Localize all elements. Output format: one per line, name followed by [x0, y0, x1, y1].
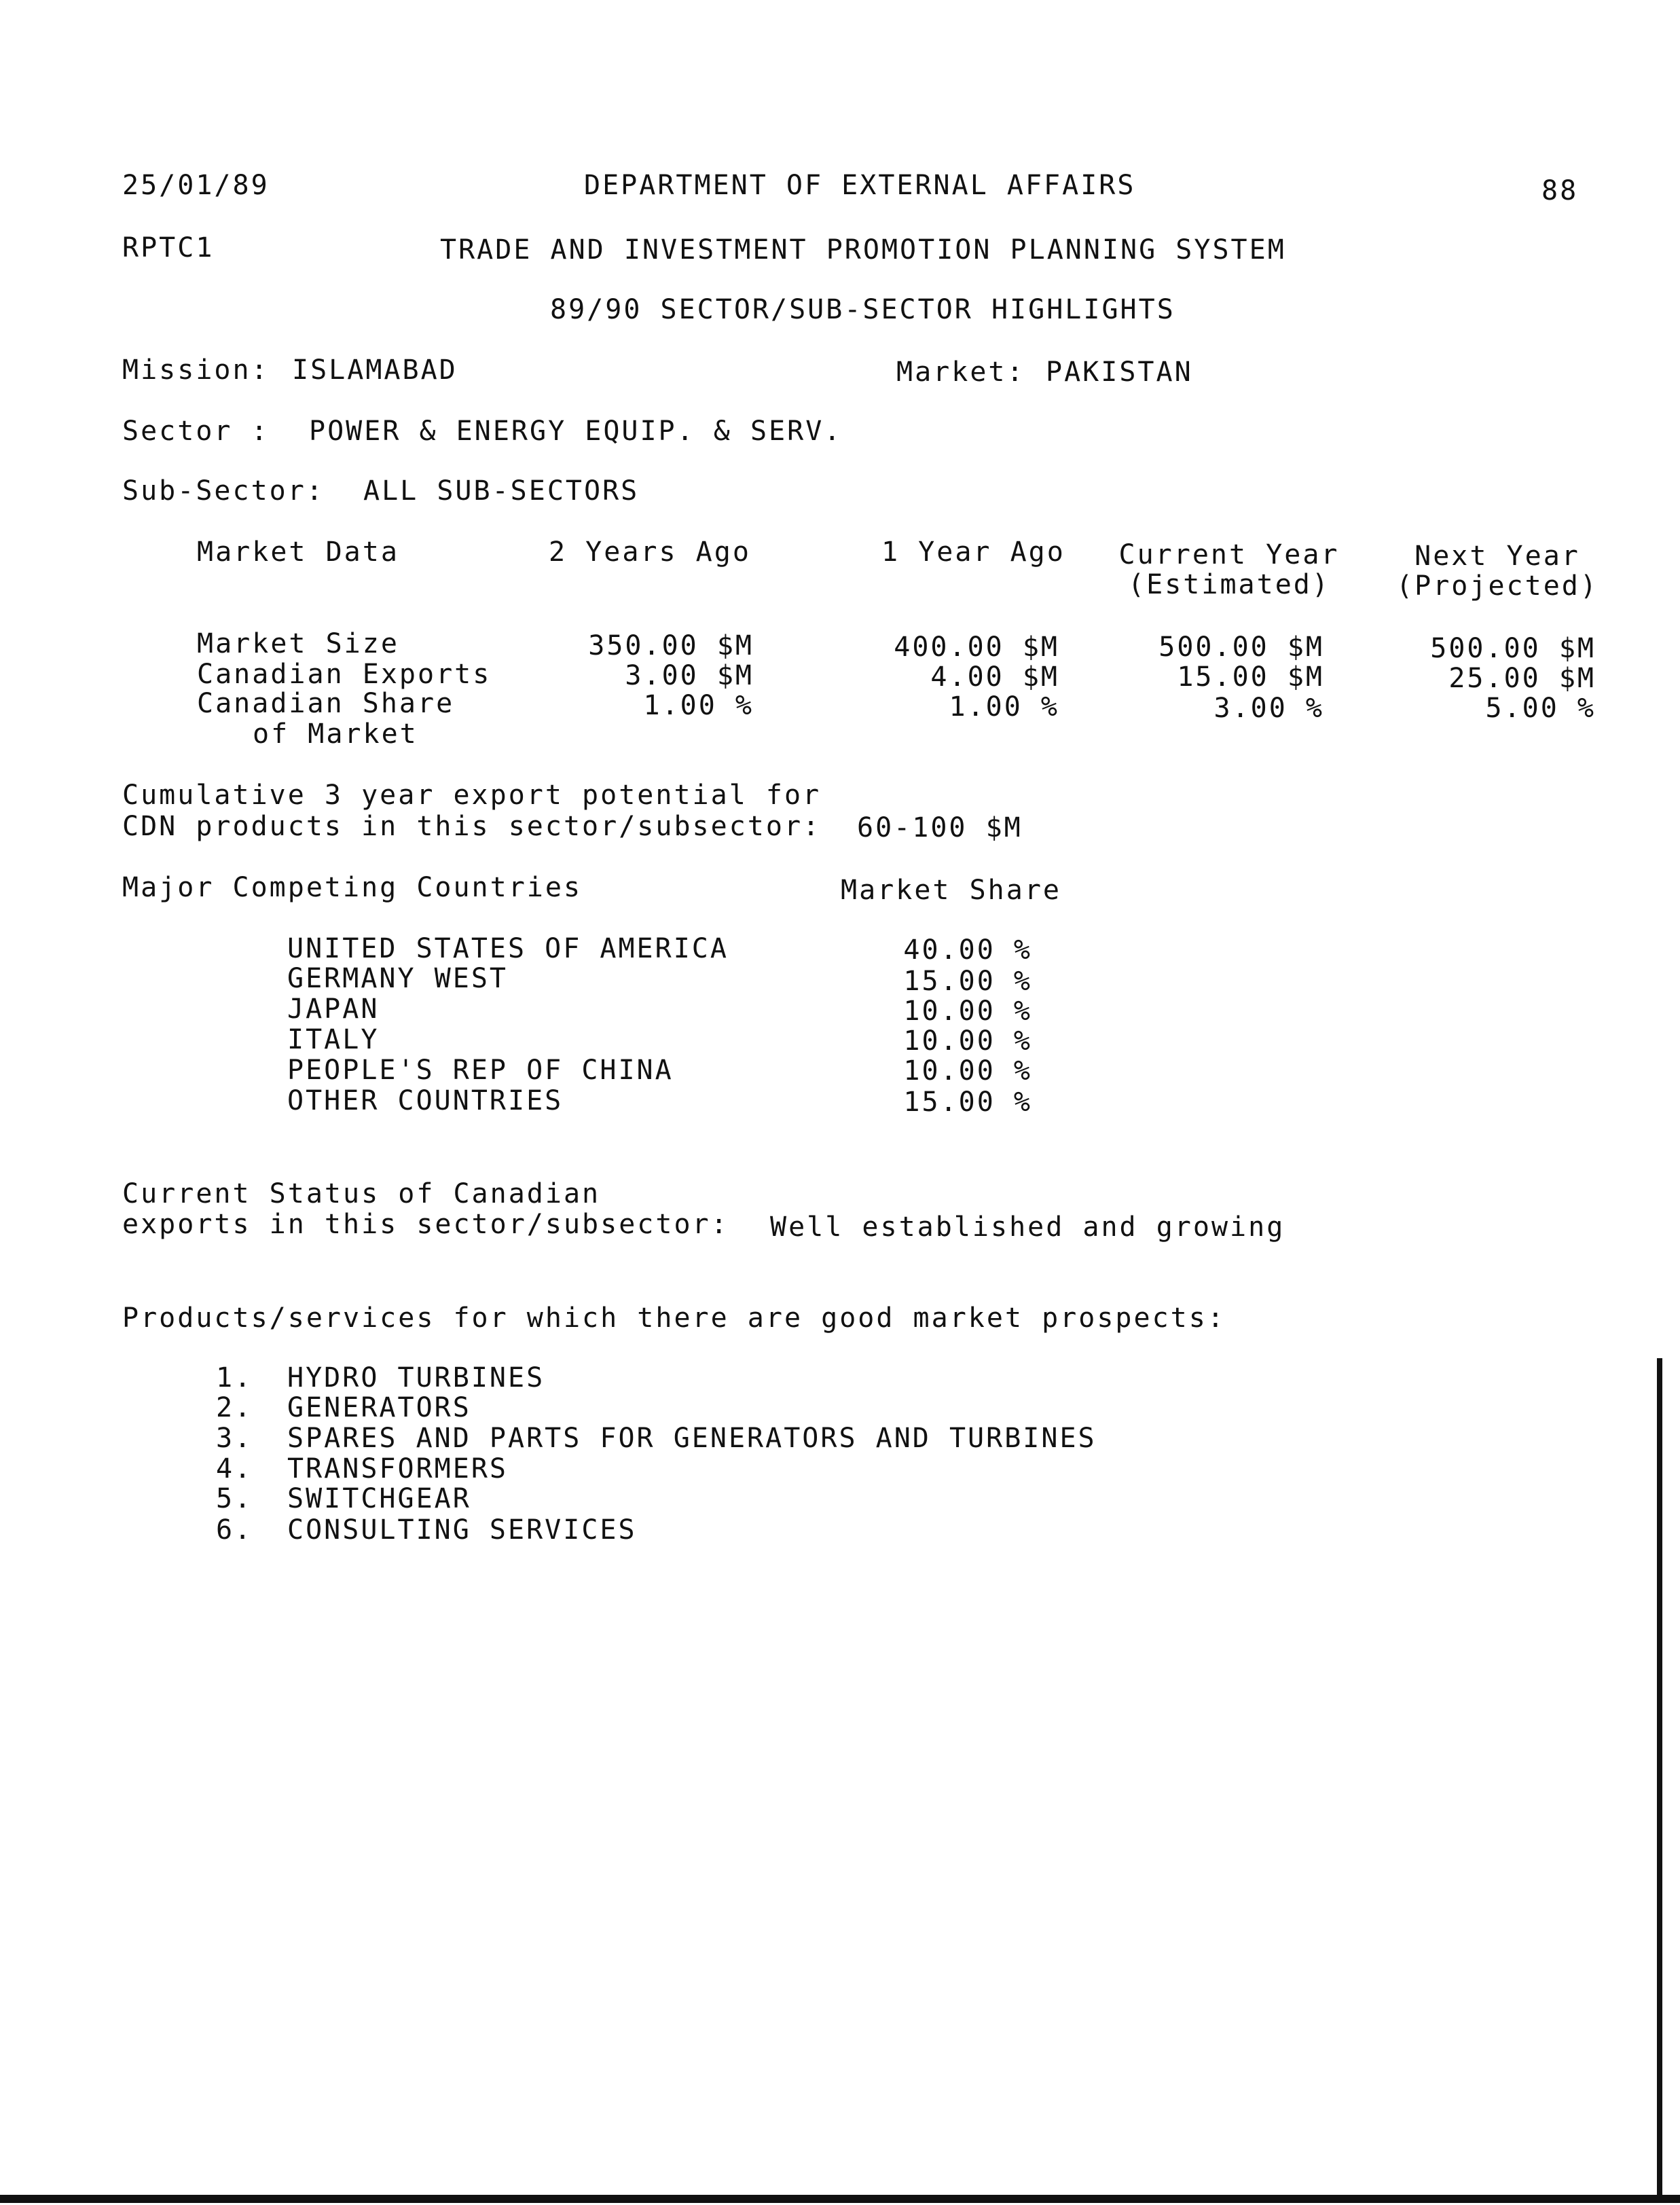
market-label: Market: [896, 357, 1025, 388]
product-item: SPARES AND PARTS FOR GENERATORS AND TURBINES [287, 1423, 1097, 1454]
scan-edge-right [1657, 1358, 1662, 2200]
competitor-share: 10.00 % [903, 996, 1032, 1027]
report-date: 25/01/89 [122, 170, 270, 201]
product-number: 1. [216, 1362, 253, 1393]
col-next-year-projected: (Projected) [1396, 570, 1599, 602]
product-number: 4. [216, 1453, 253, 1484]
sector-value: POWER & ENERGY EQUIP. & SERV. [309, 416, 843, 447]
cumulative-value: 60-100 $M [857, 812, 1023, 843]
scan-edge-bottom [0, 2195, 1680, 2203]
col-two-years-ago: 2 Years Ago [549, 536, 751, 568]
product-item: CONSULTING SERVICES [287, 1514, 637, 1546]
col-one-year-ago: 1 Year Ago [881, 536, 1065, 568]
competitor-share: 15.00 % [903, 1087, 1032, 1118]
competitor-country: OTHER COUNTRIES [287, 1085, 564, 1116]
market-data-heading: Market Data [197, 536, 399, 568]
mission-value: ISLAMABAD [292, 354, 458, 386]
product-number: 6. [216, 1514, 253, 1546]
competitor-share: 15.00 % [903, 966, 1032, 997]
mission-label: Mission: [122, 354, 270, 386]
col-next-year: Next Year [1414, 541, 1580, 572]
row-market-size-label: Market Size [197, 628, 399, 659]
product-item: SWITCHGEAR [287, 1483, 471, 1514]
product-number: 2. [216, 1392, 253, 1423]
subsector-value: ALL SUB-SECTORS [363, 475, 640, 507]
cumulative-line1: Cumulative 3 year export potential for [122, 780, 822, 811]
row-canadian-share-label-line2: of Market [253, 718, 418, 750]
page-number: 88 [1541, 175, 1579, 206]
product-number: 5. [216, 1483, 253, 1514]
col-current-year: Current Year [1118, 539, 1340, 570]
products-heading: Products/services for which there are good market prospects: [122, 1302, 1226, 1334]
canadian-exports-current: 15.00 $M [1177, 661, 1324, 693]
market-size-next: 500.00 $M [1430, 633, 1596, 664]
competitor-share: 40.00 % [903, 934, 1032, 966]
competitor-country: PEOPLE'S REP OF CHINA [287, 1055, 674, 1086]
competitor-country: UNITED STATES OF AMERICA [287, 933, 729, 964]
canadian-exports-2yrs: 3.00 $M [625, 660, 754, 691]
status-value: Well established and growing [770, 1211, 1285, 1243]
report-code: RPTC1 [122, 232, 215, 263]
canadian-share-2yrs: 1.00 % [643, 690, 754, 721]
product-number: 3. [216, 1423, 253, 1454]
product-item: GENERATORS [287, 1392, 471, 1423]
competitor-country: ITALY [287, 1024, 380, 1055]
canadian-exports-next: 25.00 $M [1448, 663, 1596, 694]
department-name: DEPARTMENT OF EXTERNAL AFFAIRS [584, 170, 1136, 201]
canadian-share-current: 3.00 % [1213, 693, 1324, 724]
col-current-year-estimated: (Estimated) [1128, 569, 1330, 600]
status-line1: Current Status of Canadian [122, 1178, 601, 1209]
competitor-share: 10.00 % [903, 1055, 1032, 1087]
market-share-heading: Market Share [841, 875, 1061, 906]
competitor-country: GERMANY WEST [287, 963, 508, 994]
sector-label: Sector : [122, 416, 270, 447]
subsector-label: Sub-Sector: [122, 475, 325, 507]
competitor-share: 10.00 % [903, 1025, 1032, 1057]
cumulative-line2: CDN products in this sector/subsector: [122, 811, 822, 842]
status-line2: exports in this sector/subsector: [122, 1209, 729, 1240]
competitors-heading: Major Competing Countries [122, 872, 583, 903]
product-item: HYDRO TURBINES [287, 1362, 545, 1393]
product-item: TRANSFORMERS [287, 1453, 508, 1484]
market-value: PAKISTAN [1046, 357, 1193, 388]
canadian-exports-1yr: 4.00 $M [930, 661, 1059, 693]
row-canadian-share-label: Canadian Share [197, 688, 455, 719]
system-title: TRADE AND INVESTMENT PROMOTION PLANNING SYSTEM [440, 234, 1286, 266]
report-title: 89/90 SECTOR/SUB-SECTOR HIGHLIGHTS [550, 294, 1175, 325]
market-size-current: 500.00 $M [1158, 632, 1324, 663]
canadian-share-next: 5.00 % [1485, 693, 1596, 724]
market-size-1yr: 400.00 $M [894, 632, 1059, 663]
competitor-country: JAPAN [287, 994, 380, 1025]
canadian-share-1yr: 1.00 % [949, 691, 1059, 723]
row-canadian-exports-label: Canadian Exports [197, 659, 492, 690]
market-size-2yrs: 350.00 $M [588, 630, 754, 661]
